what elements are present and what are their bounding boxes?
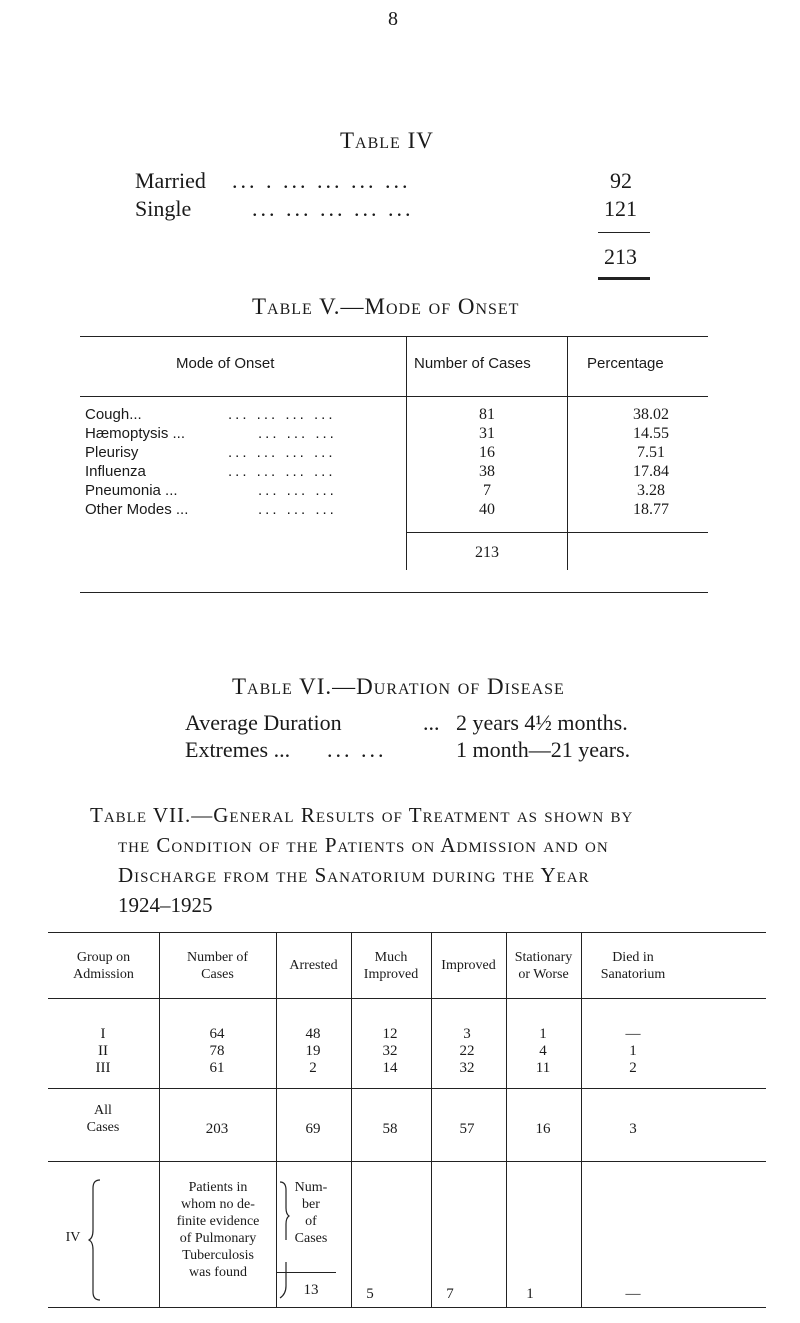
table4-row-single-value: 121 [604, 196, 637, 221]
table7-much: 14 [382, 1060, 398, 1076]
table6-extremes-label: Extremes ... [185, 737, 291, 762]
table5-cases: 40 [479, 501, 495, 518]
left-brace-icon [88, 1178, 102, 1302]
table7-header-improved: Improved [441, 958, 496, 973]
table5-bottom-rule [80, 592, 708, 593]
table7-col-divider [159, 932, 160, 1307]
table7-group4-number-label: Num- ber of Cases [294, 1180, 328, 1246]
table7-improved: 57 [459, 1121, 475, 1137]
table5-pct: 14.55 [633, 425, 669, 442]
table7-died: 1 [629, 1043, 637, 1059]
table4-sum-line [598, 232, 650, 233]
table5-mode: Influenza [85, 463, 146, 480]
table7-title-line3: Discharge from the Sanatorium during the Year [118, 863, 590, 887]
table7-header-much-improved: Much Improved [363, 950, 419, 982]
table6-average-leader: ... [423, 710, 440, 735]
table5-leader: ... ... ... [258, 482, 337, 499]
table5-header-percentage: Percentage [587, 355, 664, 372]
table5-mode: Pleurisy [85, 444, 139, 461]
table7-group4-label: IV [65, 1230, 81, 1245]
table7-stationary: 4 [539, 1043, 547, 1059]
table5-top-rule [80, 336, 708, 337]
table7-col-divider [431, 932, 432, 1307]
table7-col-divider [581, 932, 582, 1307]
table7-col-divider [351, 932, 352, 1307]
table5-header-cases: Number of Cases [414, 355, 531, 372]
table5-pct: 7.51 [637, 444, 665, 461]
table7-rule-after-groups [48, 1088, 766, 1089]
table7-arrested: 48 [305, 1026, 321, 1042]
table5-pct: 17.84 [633, 463, 669, 480]
table7-much: 7 [446, 1286, 454, 1302]
table7-col-divider [506, 932, 507, 1307]
table6-extremes-leader: ... ... [327, 737, 387, 762]
table7-much: 58 [382, 1121, 398, 1137]
table7-header-group: Group on Admission [73, 950, 134, 982]
table5-total-rule [406, 532, 708, 533]
table4-title: Table IV [340, 128, 434, 153]
table7-improved: 32 [459, 1060, 475, 1076]
table4-row-married-label: Married [135, 168, 206, 193]
table4-double-rule [598, 277, 650, 280]
table5-leader: ... ... ... ... [228, 406, 336, 423]
table6-extremes-value: 1 month—21 years. [456, 737, 631, 762]
table7-died: — [625, 1026, 641, 1042]
table4-row-single-leader: ... ... ... ... ... [252, 196, 414, 221]
table5-leader: ... ... ... [258, 501, 337, 518]
table6-average-value: 2 years 4½ months. [456, 710, 628, 735]
table7-header-stationary: Stationary or Worse [514, 950, 573, 982]
table5-col-divider-1 [406, 336, 407, 570]
table7-stationary: 11 [535, 1060, 551, 1076]
table7-group: I [100, 1026, 106, 1042]
table7-group4-description: Patients in whom no de- finite evidence of Pulmonary Tuberculosis was found [176, 1180, 260, 1280]
table5-mode: Other Modes ... [85, 501, 189, 518]
table5-header-mode: Mode of Onset [176, 355, 275, 372]
table5-title: Table V.—Mode of Onset [252, 294, 520, 319]
table5-leader: ... ... ... ... [228, 463, 336, 480]
table7-arrested: 19 [305, 1043, 321, 1059]
table7-stationary: 16 [535, 1121, 551, 1137]
table7-group: III [95, 1060, 111, 1076]
table7-improved: 1 [526, 1286, 534, 1302]
table5-pct: 18.77 [633, 501, 669, 518]
table7-improved: 3 [463, 1026, 471, 1042]
table7-much: 12 [382, 1026, 398, 1042]
table7-number: 78 [209, 1043, 225, 1059]
table7-number: 64 [209, 1026, 225, 1042]
table5-cases: 16 [479, 444, 495, 461]
table5-header-rule [80, 396, 708, 397]
table7-header-arrested: Arrested [289, 958, 338, 973]
table7-bottom-rule [48, 1307, 766, 1308]
table7-arrested: 5 [366, 1286, 374, 1302]
table7-header-number: Number of Cases [186, 950, 249, 982]
table7-top-rule [48, 932, 766, 933]
table7-much: 32 [382, 1043, 398, 1059]
table7-header-rule [48, 998, 766, 999]
table7-number: 61 [209, 1060, 225, 1076]
table7-header-died: Died in Sanatorium [600, 950, 666, 982]
table7-title-line4: 1924–1925 [118, 893, 213, 917]
table7-all-cases-label: All Cases [86, 1103, 120, 1135]
table7-arrested: 2 [309, 1060, 317, 1076]
table5-cases: 31 [479, 425, 495, 442]
table7-rule-after-all [48, 1161, 766, 1162]
table7-died: 3 [629, 1121, 637, 1137]
table5-mode: Cough... [85, 406, 142, 423]
table5-pct: 3.28 [637, 482, 665, 499]
table5-mode: Pneumonia ... [85, 482, 178, 499]
table4-row-married-value: 92 [610, 168, 632, 193]
table6-title: Table VI.—Duration of Disease [232, 674, 565, 699]
table5-mode: Hæmoptysis ... [85, 425, 186, 442]
table7-stationary: 1 [539, 1026, 547, 1042]
table5-leader: ... ... ... ... [228, 444, 336, 461]
table5-cases: 38 [479, 463, 495, 480]
table5-cases: 7 [483, 482, 491, 499]
table7-stationary: — [625, 1286, 641, 1302]
table4-total: 213 [604, 244, 637, 269]
table7-group: II [98, 1043, 108, 1059]
table4-row-married-leader: ... . ... ... ... ... [232, 168, 411, 193]
page-number: 8 [388, 8, 398, 30]
table7-col-divider [276, 932, 277, 1307]
table7-title-line2: the Condition of the Patients on Admission and on [118, 833, 609, 857]
table5-cases: 81 [479, 406, 495, 423]
table4-row-single-label: Single [135, 196, 192, 221]
table7-improved: 22 [459, 1043, 475, 1059]
table7-died: 2 [629, 1060, 637, 1076]
table5-total: 213 [475, 544, 499, 561]
table5-pct: 38.02 [633, 406, 669, 423]
table5-leader: ... ... ... [258, 425, 337, 442]
table7-arrested: 69 [305, 1121, 321, 1137]
table7-number: 203 [205, 1121, 229, 1137]
table7-title-line1: Table VII.—General Results of Treatment as shown by [90, 803, 634, 827]
table6-average-label: Average Duration [185, 710, 342, 735]
table7-number: 13 [303, 1282, 319, 1298]
table5-col-divider-2 [567, 336, 568, 570]
